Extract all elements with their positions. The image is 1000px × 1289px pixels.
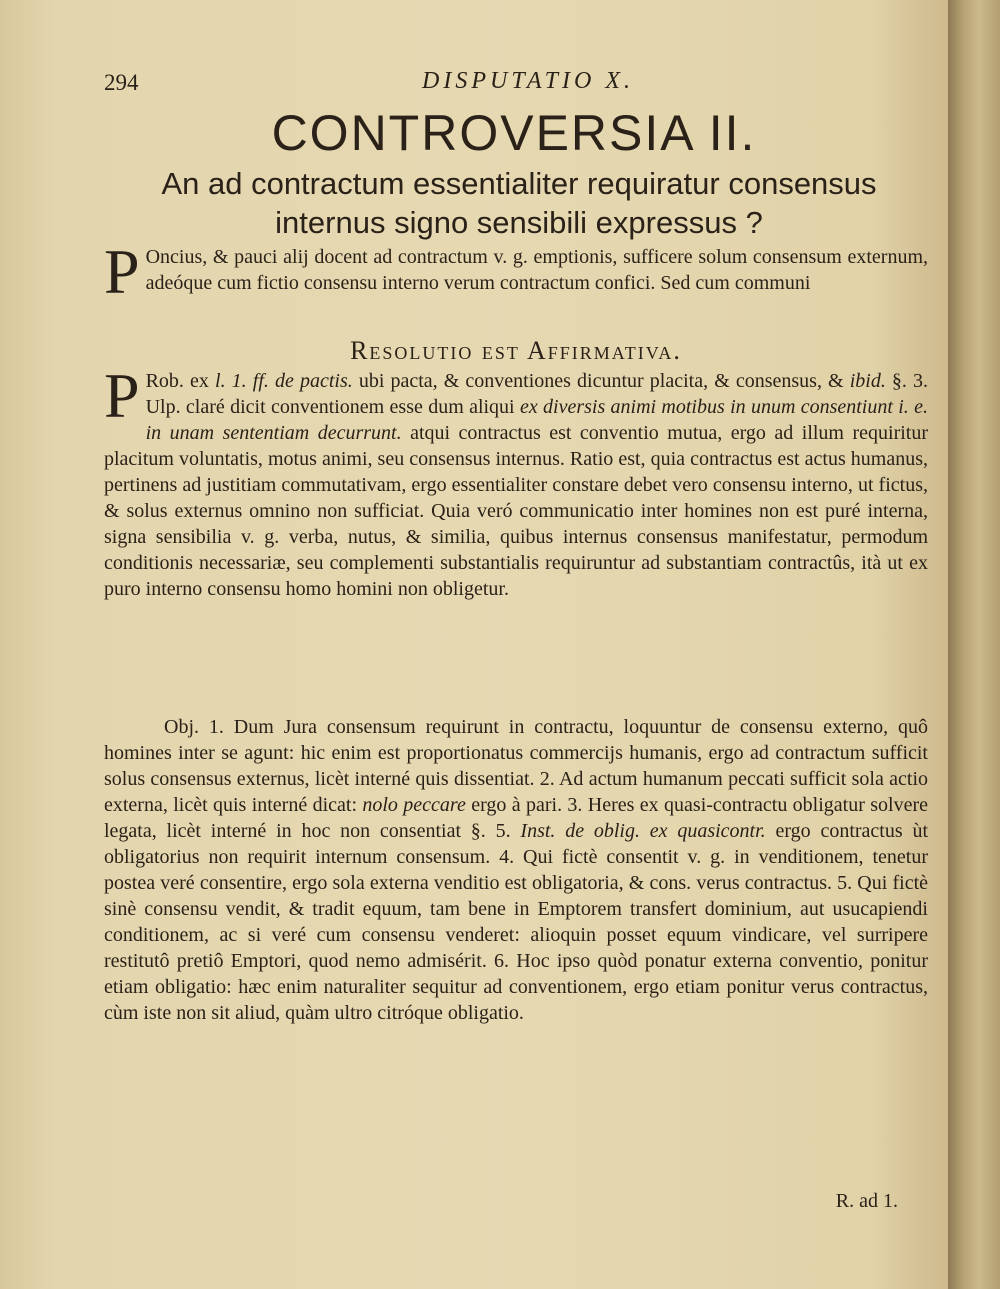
text-segment: atqui contractus est conventio mutua, ergo ad illum requiritur placitum voluntatis, motus animi, seu consensus internus. Ratio est, quia contractus est actus humanus, pertinens ad justitiam commutativam, ergo essentialiter constare debet vero consensu interno, ut fictus, & solus externus omnino non sufficiat. Quia veró communicatio inter homines non est puré interna, signa sensibilia v. g. verba, nutus, & similia, quibus internus consensus manifestatur, permodum conditionis necessariæ, seu complementi substantialis requiruntur ad substantiam contractûs, ità ut ex puro interno consensu homo homini non obligetur.: [104, 422, 928, 600]
chapter-title: CONTROVERSIA II.: [271, 105, 757, 161]
page-number: 294: [104, 70, 139, 95]
running-title: DISPUTATIO X.: [422, 68, 634, 94]
controversy-question: An ad contractum essentialiter requiratur consensus internus signo sensibili expressus ?: [161, 166, 877, 240]
text-segment: ergo contractus ùt obligatorius non requirit internum consensum. 4. Qui fictè consentit v. g. in venditionem, tenetur postea veré consentire, ergo sola externa venditio est obligatoria, & cons. verus contractus. 5. Qui fictè sinè consensu vendit, & tradit equum, tam bene in Emptorem transfert dominium, aut usucapiendi conditionem, ac si veré cum consensu venderet: alioquin posset equum vindicare, vel surripere restitutô pretiô Emptori, quod nemo admisérit. 6. Hoc ipso quòd ponatur externa conventio, ponitur etiam obligatio: hæc enim naturaliter sequitur ad conventionem, ergo etiam ponitur verus contractus, cùm iste non sit aliud, quàm ultro citróque obligatio.: [104, 820, 929, 1024]
text-segment: ubi pacta, & conventiones dicuntur placita, & consensus, &: [352, 370, 850, 392]
running-head: [104, 68, 900, 104]
text-segment: Rob. ex: [145, 370, 216, 392]
objections-paragraph: [104, 714, 928, 1026]
text-segment: §. 3. Ulp. claré dicit conventionem esse dum aliqui: [145, 370, 929, 418]
proof-paragraph: [104, 360, 929, 602]
drop-cap: P: [104, 236, 140, 307]
citation: ibid.: [849, 370, 886, 392]
opening-paragraph: [104, 236, 928, 307]
quotation: nolo peccare: [362, 794, 466, 816]
quotation: ex diversis animi motibus in unum consentiunt i. e. in unam sententiam decurrunt.: [145, 396, 928, 444]
catchword: R. ad 1.: [835, 1190, 898, 1212]
text-segment: Obj. 1. Dum Jura consensum requirunt in contractu, loquuntur de consensu externo, quô homines inter se agunt: hic enim est proportionatus commercijs humanis, ergo ad contractum sufficit solus consensus externus, licèt interné quis dissentiat. 2. Ad actum humanum peccati sufficit sola actio externa, licèt quis interné dicat:: [104, 716, 928, 816]
page-gutter: [948, 0, 1000, 1289]
resolution-heading: Resolutio est Affirmativa.: [350, 336, 682, 365]
text-segment: ergo à pari. 3. Heres ex quasi-contractu obligatur solvere legata, licèt interné in hoc non consentiat §. 5.: [104, 794, 929, 842]
drop-cap: P: [104, 360, 140, 431]
citation: Inst. de oblig. ex quasicontr.: [520, 820, 766, 842]
paragraph-text: Oncius, & pauci alij docent ad contractum v. g. emptionis, sufficere solum consensum externum, adeóque cum fictio consensu interno verum contractum confici. Sed cum communi: [145, 246, 928, 294]
citation: l. 1. ff. de pactis.: [215, 370, 353, 392]
